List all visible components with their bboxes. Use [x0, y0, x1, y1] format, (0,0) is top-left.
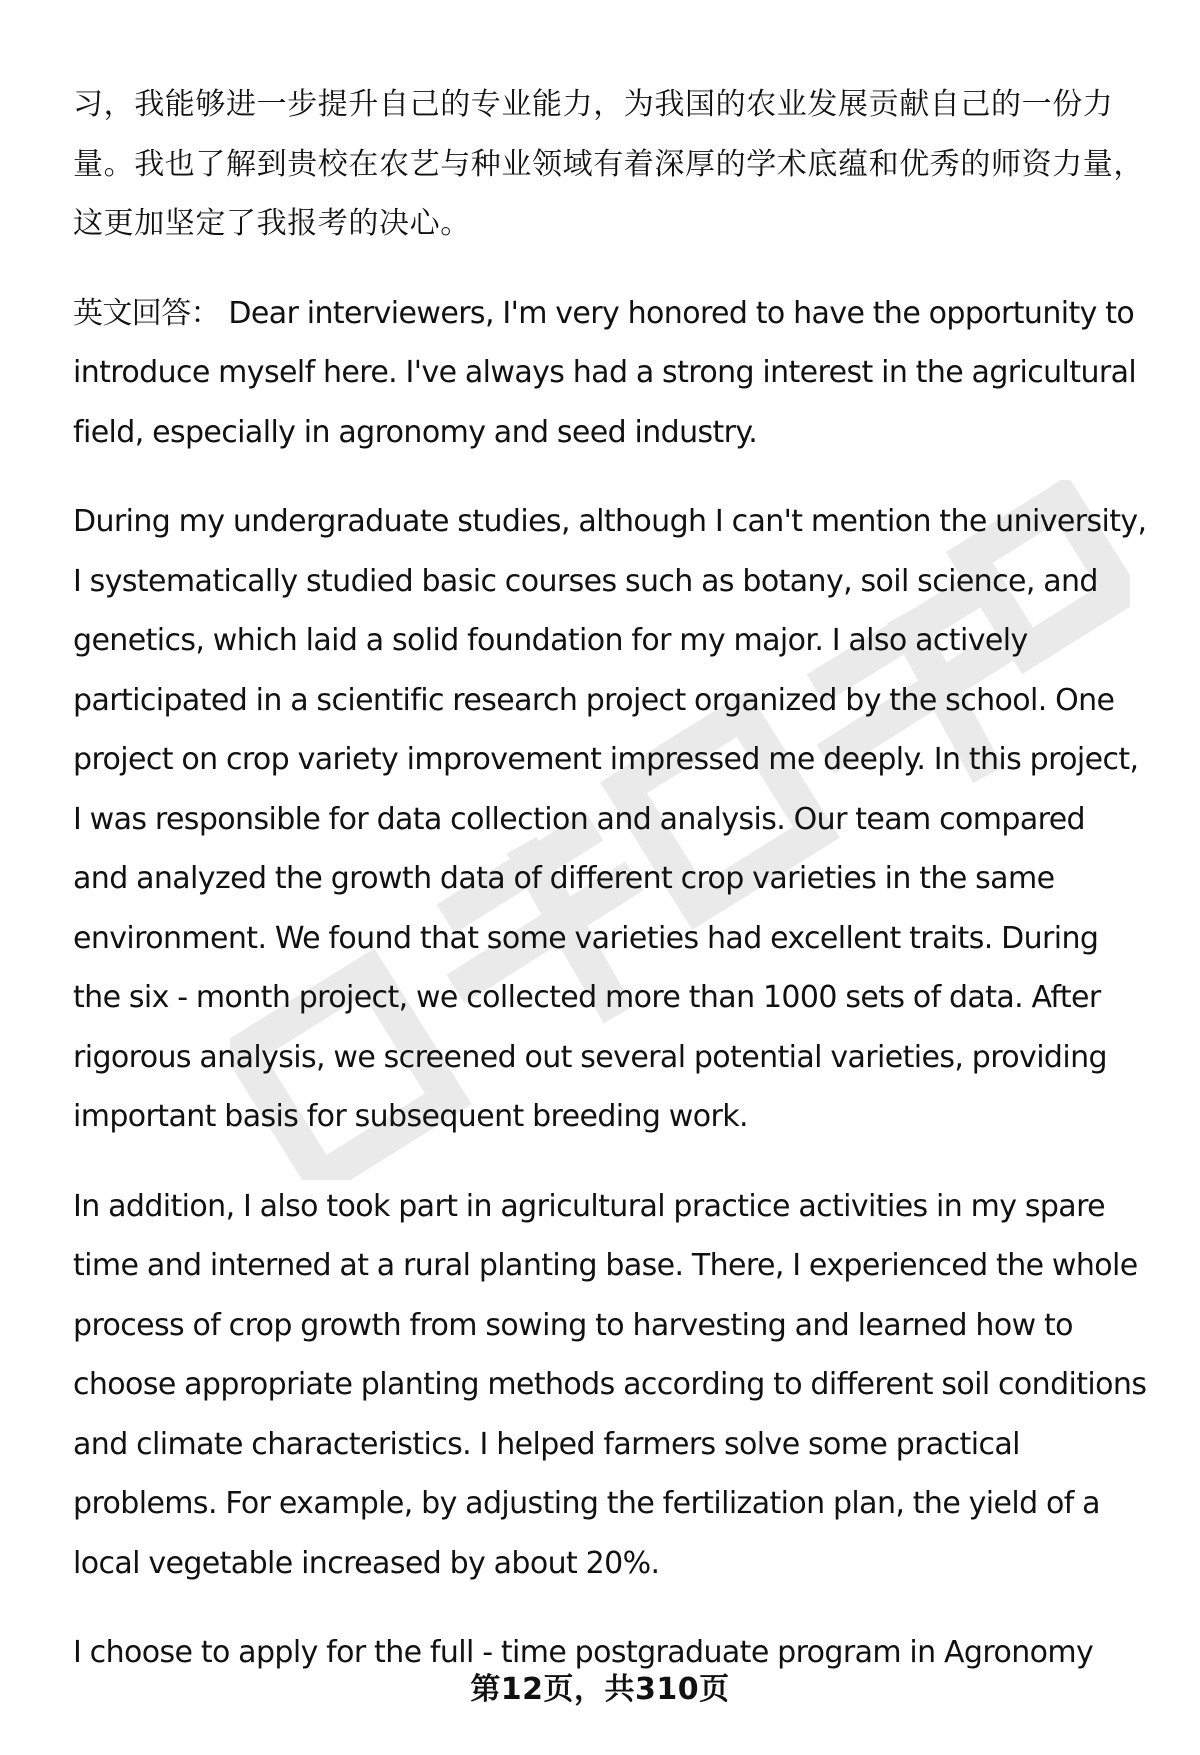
paragraph-undergraduate-studies: During my undergraduate studies, although I can't mention the university, I systematically studied basic courses such as botany, soil science, and genetics, which laid a solid foundation for my major. I also actively participated in a scientific research project organized by the school. One project on crop variety improvement impressed me deeply. In this project, I was responsible for data collection and analysis. Our team compared and analyzed the growth data of different crop varieties in the same environment. We found that some varieties had excellent traits. During the six - month project, we collected more than 1000 sets of data. After rigorous analysis, we screened out several potential varieties, providing important basis for subsequent breeding work. [73, 504, 1147, 1134]
paragraph-agricultural-practice: In addition, I also took part in agricultural practice activities in my spare time and interned at a rural planting base. There, I experienced the whole process of crop growth from sowing to harvesting and learned how to choose appropriate planting methods according to different soil conditions and climate characteristics. I helped farmers solve some practical problems. For example, by adjusting the fertilization plan, the yield of a local vegetable increased by about 20%. [73, 1188, 1147, 1581]
page-number-footer: 第12页，共310页 [470, 1672, 730, 1707]
document-body [73, 75, 1148, 1713]
paragraph-english-answer-intro: 英文回答： Dear interviewers, I'm very honored to have the opportunity to introduce myself here. I've always had a strong interest in the agricultural field, especially in agronomy and seed industry. [73, 295, 1137, 450]
paragraph-program-choice: I choose to apply for the full - time postgraduate program in Agronomy [73, 1635, 1094, 1670]
paragraph-intro-chinese: 习，我能够进一步提升自己的专业能力，为我国的农业发展贡献自己的一份力量。我也了解到贵校在农艺与种业领域有着深厚的学术底蕴和优秀的师资力量，这更加坚定了我报考的决心。 [73, 87, 1144, 241]
